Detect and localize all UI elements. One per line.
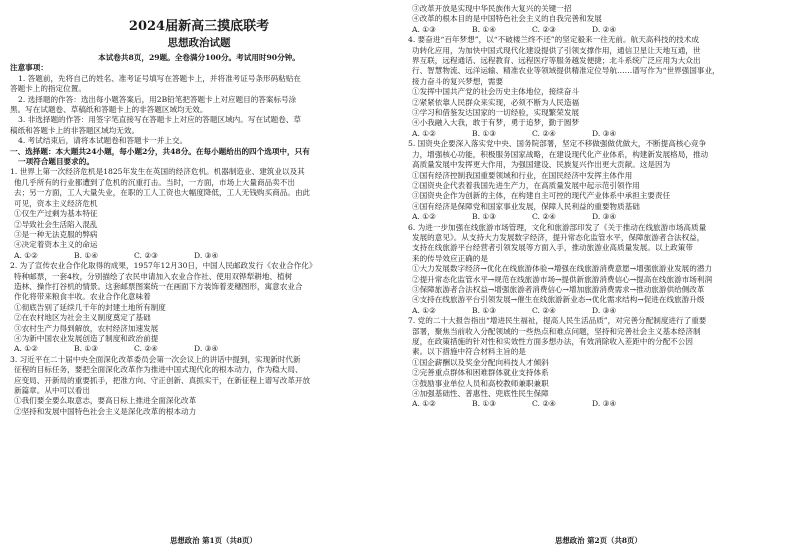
question-3 <box>10 355 388 417</box>
question-choice: ③保障旅游者合法权益→增强旅游者消费信心→增加旅游消费需求→推动旅游供给侧改革 <box>412 284 705 294</box>
question-stem-line: 力，增强核心功能，积极服务国家战略，在建设现代化产业体系，构建新发展格局，推动 <box>412 149 709 159</box>
question-stem-line: 行、智慧物流、远洋运输、精准农业等领域提供精准定位导航……谱写作为“世界强国事业， <box>412 66 720 76</box>
question-choice: ②完善重点群体和困难群体就业支持体系 <box>412 368 549 378</box>
answer-options <box>408 212 786 222</box>
exam-subtitle: 思想政治试题 <box>167 37 231 49</box>
question-choice: ④小我融入大我，敢于有梦，勇于追梦，勤于圆梦 <box>412 118 580 128</box>
question-choice: ④加强基础性、普惠性、兜底性民生保障 <box>412 389 549 399</box>
question-5 <box>408 139 786 222</box>
section-heading-cont: 一项符合题目要求的。 <box>18 157 94 167</box>
notes-list <box>10 74 388 147</box>
question-stem-line: 去；另一方面，工人大量失业，在职的工人工资也大幅度降低，工人无钱购买商品。由此 <box>14 188 311 198</box>
left-column <box>10 4 388 532</box>
question-2 <box>10 261 388 355</box>
question-choice: ①彻底告别了延续几千年的封建土地所有制度 <box>14 302 166 312</box>
notes-line: 黑。写在试题卷、草稿纸和答题卡上的非答题区域均无效。 <box>10 105 208 115</box>
answer-option: A. ①② <box>412 399 436 409</box>
answer-option: A. ①③ <box>412 24 436 34</box>
question-choice: ③学习和借鉴发达国家的一切经验，实现繁荣发展 <box>412 108 580 118</box>
question-stem-line: 可见，资本主义经济危机 <box>14 198 98 208</box>
question-stem-line: 4. 要奋进“百年梦想”，以“不破楼兰终不还”的坚定毅来一往无前。航天高科技的技术成 <box>408 35 699 45</box>
notes-line: 稿纸和答题卡上的非答题区域均无效。 <box>10 125 140 135</box>
question-choice: ③农村生产力得到解放，农村经济加速发展 <box>14 323 159 333</box>
question-6 <box>408 223 786 317</box>
question-choice: ②国资央企代表着我国先进生产力，在高质量发展中起示范引领作用 <box>412 180 640 190</box>
answer-option: A. ①② <box>412 305 436 315</box>
answer-option: C. ②④ <box>532 212 556 222</box>
question-stem-line: 界互联，远程通话、远程教育、远程医疗等服务越发便捷；北斗系统广泛应用为大众出 <box>412 56 701 66</box>
question-stem-line: 7. 党的二十大报告指出“增进民生福祉，提高人民生活品质”，对完善分配制度进行了重要 <box>408 316 707 326</box>
answer-option: A. ①② <box>14 250 38 260</box>
answer-options <box>10 251 388 261</box>
question-choice: ③国资央企作为创新的主体，在构建自主可控的现代产业体系中承担主要责任 <box>412 191 671 201</box>
answer-option: C. ②④ <box>532 399 556 409</box>
notes-heading: 注意事项： <box>10 63 48 73</box>
answer-options <box>408 399 786 409</box>
notes-line: 4. 考试结束后，请将本试题卷和答题卡一并上交。 <box>18 136 188 146</box>
answer-option: A. ①② <box>412 128 436 138</box>
answer-option: C. ②④ <box>134 344 158 354</box>
answer-options <box>408 129 786 139</box>
question-choice: ②紧紧依靠人民群众来实现，必须不断为人民造福 <box>412 97 580 107</box>
question-stem-line: 6. 为进一步加强在线旅游市场管理，文化和旅游部印发了《关于推动在线旅游市场高质量 <box>408 222 707 232</box>
question-choice: ②提升常态化监管水平→规范在线旅游市场→提供新旅游消费信心→提高在线旅游市场利润 <box>412 274 713 284</box>
question-stem-line: 3. 习近平在二十届中央全面深化改革委员会第一次会议上的讲话中提到，实现新时代新 <box>10 354 301 364</box>
answer-option: D. ③④ <box>592 128 617 138</box>
exam-title: 2024届新高三摸底联考 <box>128 19 270 34</box>
answer-option: B. ①④ <box>74 250 99 260</box>
page-footer-right: 思想政治 第2页（共8页） <box>555 536 642 545</box>
question-stem-line: 应变局、开新局的重要抓手，把准方向、守正创新、真抓实干，在新征程上谱写改革开放 <box>14 375 311 385</box>
question-stem-line: 部署，聚焦当前收入分配领域的一些热点和难点问题，坚持和完善社会主义基本经济制 <box>412 326 701 336</box>
answer-option: C. ②③ <box>134 250 158 260</box>
answer-option: B. ①④ <box>472 24 497 34</box>
question-choice: ④决定着资本主义的命运 <box>14 240 98 250</box>
notes-line: 1. 答题前，先将自己的姓名、准考证号填写在答题卡上，并将准考证号条形码粘贴在 <box>18 73 302 83</box>
question-stem-line: 2. 为了宣传农业合作化取得的成果，1957年12月30日，中国人民邮政发行《农业合作化》 <box>10 261 317 271</box>
question-stem-line: 作化将带来粮食丰收。农业合作化意味着 <box>14 292 151 302</box>
question-choice: ④国有经济是保障党和国家事业发展，保障人民利益的重要物质基础 <box>412 201 640 211</box>
question-7 <box>408 316 786 410</box>
answer-option: D. ③④ <box>194 250 219 260</box>
answer-option: D. ②④ <box>592 24 617 34</box>
question-stem-line: 功转化应用，为加快中国式现代化建设提供了引领支撑作用，通信卫星让天地互通，世 <box>412 45 701 55</box>
question-stem-line: 接力奋斗的复兴梦想，需要 <box>412 76 504 86</box>
answer-options <box>408 306 786 316</box>
question-stem-line: 新篇章。从中可以看出 <box>14 386 90 395</box>
answer-option: C. ②③ <box>532 24 556 34</box>
page-footer-left: 思想政治 第1页（共8页） <box>170 536 257 545</box>
question-choice: ②导致社会生活陷入混乱 <box>14 219 98 229</box>
question-choice: ①大力发展数字经济→优化在线旅游体验→增强在线旅游消费意愿→增强旅游业发展的潜力 <box>412 264 713 274</box>
answer-option: A. ①② <box>14 344 38 354</box>
question-stem-line: 发展的意见》。从支持大力发展数字经济，提升常态化监管水平，保障旅游者合法权益， <box>412 232 705 242</box>
right-column <box>408 4 786 532</box>
question-choice: ③鼓励事业单位人员和高校教师兼职兼职 <box>412 378 549 388</box>
answer-option: D. ③④ <box>592 399 617 409</box>
question-stem-line: 支持在线旅游平台经营者引领发展等方面入手，推动旅游业高质量发展。以上政策带 <box>412 243 693 253</box>
question-1 <box>10 167 388 261</box>
question-4 <box>408 35 786 139</box>
question-stem-line: 度，在政策措施的针对性和实效性方面多想办法，有效消除收入差距中的分配不公因 <box>412 337 693 346</box>
question-choice: ③是一种无法克服的弊病 <box>14 229 98 239</box>
answer-option: C. ②④ <box>532 305 556 315</box>
section-heading: 一、选择题：本大题共24小题，每小题2分，共48分。在每小题给出的四个选项中，只有 <box>10 146 310 156</box>
answer-options <box>408 25 786 35</box>
answer-option: D. ③④ <box>194 344 219 354</box>
question-stem-line: 5. 国资央企要深入落实党中央、国务院部署，坚定不移做强做优做大，不断提高核心竞争 <box>408 139 707 149</box>
question-choice: ①国企薪酬以及奖金分配向科技人才倾斜 <box>412 357 549 367</box>
answer-option: C. ②④ <box>532 128 556 138</box>
question-choice: ④为新中国农业发展创造了制度和政治前提 <box>14 333 159 343</box>
answer-option: B. ①③ <box>472 305 497 315</box>
question-choice: ①国有经济控制我国重要领域和行业，在国民经济中发挥主体作用 <box>412 170 633 180</box>
question-3-continued <box>408 4 786 35</box>
question-stem-line: 高质量发展中发挥更大作用，为强国建设、民族复兴作出更大贡献。这是因为 <box>412 160 671 170</box>
answer-option: D. ③④ <box>592 305 617 315</box>
question-stem-line: 素。以下措施中符合材料主旨的是 <box>412 347 526 357</box>
question-choice: ①我们要全要么取意志，要高日标上推进全面深化改革 <box>14 396 197 406</box>
question-choice: ③改革开放是实现中华民族伟大复兴的关键一招 <box>412 4 572 13</box>
exam-meta: 本试卷共8页，29题。全卷满分100分。考试用时90分钟。 <box>98 53 300 62</box>
answer-option: B. ①③ <box>472 212 497 222</box>
notes-line: 答题卡上的指定位置。 <box>10 84 86 94</box>
answer-option: D. ③④ <box>592 212 617 222</box>
question-choice: ①仅生产过剩为基本特征 <box>14 209 98 219</box>
question-choice: ①发挥中国共产党的社会历史主体地位，接续奋斗 <box>412 87 580 97</box>
question-stem-line: 来的传导效应正确的是 <box>412 253 488 263</box>
question-choice: ②在农村地区为社会主义制度奠定了基础 <box>14 313 151 323</box>
question-stem-line: 征程的目标任务，要把全面深化改革作为推进中国式现代化的根本动力，作为稳大局、 <box>14 365 303 375</box>
answer-option: A. ①② <box>412 212 436 222</box>
question-stem-line: 造林、操作打谷机的情景。这套邮票图案统一在画面下方装饰着麦穗图形，寓意农业合 <box>14 281 303 291</box>
notes-line: 3. 非选择题的作答：用签字笔直接写在答题卡上对应的答题区域内。写在试题卷、草 <box>18 115 302 125</box>
answer-option: B. ①③ <box>472 128 497 138</box>
question-choice: ④支持在线旅游平台引领发展→催生在线旅游新业态→优化需求结构→促进在线旅游升级 <box>412 295 705 305</box>
question-choice: ②坚持和发展中国特色社会主义是深化改革的根本动力 <box>14 406 197 416</box>
question-choice: ④改革的根本目的是中国特色社会主义的自我完善和发展 <box>412 14 602 24</box>
answer-options <box>10 344 388 354</box>
question-stem-line: 1. 世界上第一次经济危机是1825年发生在英国的经济危机。机器制造业、建筑业以及其 <box>10 167 305 177</box>
question-stem-line: 特种邮票，一套4枚，分别描绘了农民申请加入农业合作社、使用双铧犁耕地、植树 <box>14 271 293 281</box>
answer-option: B. ①③ <box>74 344 99 354</box>
answer-option: B. ①③ <box>472 399 497 409</box>
notes-line: 2. 选择题的作答：选出每小题答案后，用2B铅笔把答题卡上对应题目的答案标号涂 <box>18 94 297 104</box>
question-stem-line: 他几乎所有的行业都遭到了危机的沉重打击。当时，一方面，市场上大量商品卖不出 <box>14 177 295 187</box>
